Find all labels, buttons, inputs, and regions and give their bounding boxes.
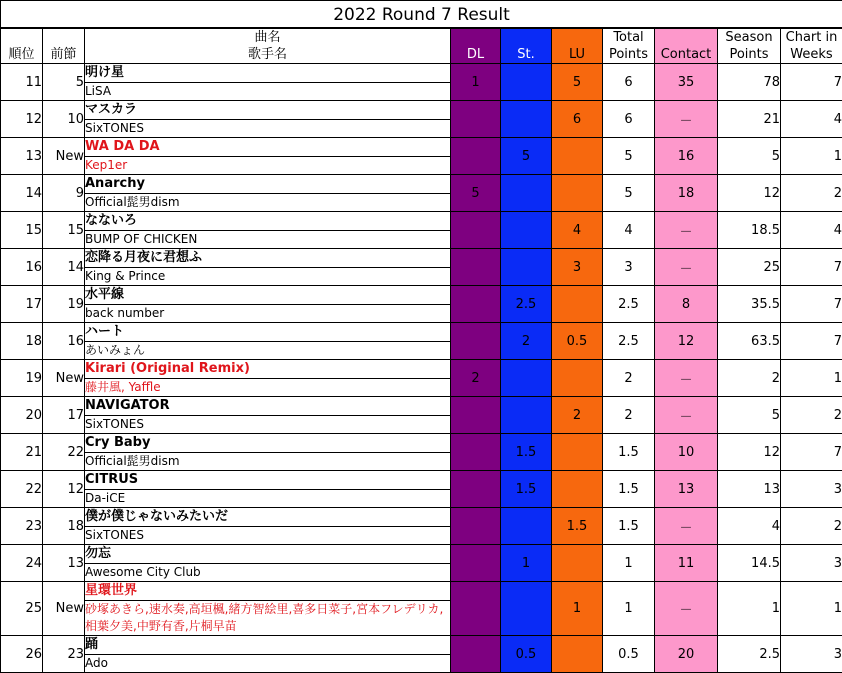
- chart-weeks-cell: 2: [781, 175, 842, 212]
- header-season-line2: Points: [718, 46, 780, 63]
- song-artist-cell: [85, 323, 451, 360]
- dl-points-cell: [451, 508, 501, 545]
- season-points-cell: 12: [718, 175, 781, 212]
- streaming-points-cell: [501, 397, 552, 434]
- song-title: CITRUS: [85, 471, 451, 490]
- table-row: [1, 434, 842, 471]
- streaming-points-cell: 5: [501, 138, 552, 175]
- artist-name: 藤井風, Yaffle: [85, 379, 450, 396]
- contact-cell: －: [655, 582, 718, 636]
- total-points-cell: 2: [603, 397, 655, 434]
- chart-weeks-cell: 7: [781, 323, 842, 360]
- contact-cell: 11: [655, 545, 718, 582]
- contact-cell: －: [655, 249, 718, 286]
- table-row: [1, 397, 842, 434]
- total-points-cell: 1: [603, 582, 655, 636]
- total-points-cell: 1: [603, 545, 655, 582]
- streaming-points-cell: [501, 175, 552, 212]
- streaming-points-cell: 1.5: [501, 434, 552, 471]
- song-title: なないろ: [85, 212, 451, 231]
- chart-weeks-cell: 7: [781, 286, 842, 323]
- season-points-cell: 2: [718, 360, 781, 397]
- season-points-cell: 35.5: [718, 286, 781, 323]
- dl-points-cell: [451, 249, 501, 286]
- chart-weeks-cell: 3: [781, 636, 842, 673]
- season-points-cell: 25: [718, 249, 781, 286]
- table-row: [1, 545, 842, 582]
- season-points-cell: 78: [718, 64, 781, 101]
- lu-points-cell: [552, 138, 603, 175]
- table-row: [1, 64, 842, 101]
- song-title: 踊: [85, 636, 451, 655]
- header-dl: DL: [451, 29, 501, 64]
- artist-name: SixTONES: [85, 527, 450, 544]
- artist-name: Kep1er: [85, 157, 450, 174]
- contact-cell: 12: [655, 323, 718, 360]
- song-title: 僕が僕じゃないみたいだ: [85, 508, 451, 527]
- header-chart-line2: Weeks: [781, 46, 842, 63]
- song-title: 星環世界: [85, 582, 451, 601]
- dl-points-cell: [451, 323, 501, 360]
- prev-rank-cell: 12: [43, 471, 85, 508]
- streaming-points-cell: [501, 582, 552, 636]
- dl-points-cell: [451, 636, 501, 673]
- streaming-points-cell: [501, 64, 552, 101]
- song-artist-cell: [85, 138, 451, 175]
- song-artist-cell: [85, 286, 451, 323]
- season-points-cell: 21: [718, 101, 781, 138]
- song-artist-cell: [85, 397, 451, 434]
- prev-rank-cell: 23: [43, 636, 85, 673]
- song-artist-cell: [85, 434, 451, 471]
- chart-weeks-cell: 7: [781, 434, 842, 471]
- dl-points-cell: [451, 397, 501, 434]
- header-total-line1: Total: [603, 29, 654, 46]
- rank-cell: 13: [1, 138, 43, 175]
- header-lu: LU: [552, 29, 603, 64]
- dl-points-cell: [451, 471, 501, 508]
- contact-cell: 10: [655, 434, 718, 471]
- artist-name: SixTONES: [85, 416, 450, 433]
- rank-cell: 23: [1, 508, 43, 545]
- song-title: Kirari (Original Remix): [85, 360, 451, 379]
- chart-weeks-cell: 1: [781, 360, 842, 397]
- prev-rank-cell: 16: [43, 323, 85, 360]
- lu-points-cell: [552, 286, 603, 323]
- total-points-cell: 1.5: [603, 471, 655, 508]
- prev-rank-cell: New: [43, 582, 85, 636]
- table-row: [1, 636, 842, 673]
- rank-cell: 12: [1, 101, 43, 138]
- contact-cell: －: [655, 397, 718, 434]
- lu-points-cell: [552, 636, 603, 673]
- chart-weeks-cell: 1: [781, 138, 842, 175]
- prev-rank-cell: 10: [43, 101, 85, 138]
- contact-cell: 20: [655, 636, 718, 673]
- chart-weeks-cell: 3: [781, 545, 842, 582]
- lu-points-cell: 2: [552, 397, 603, 434]
- total-points-cell: 6: [603, 101, 655, 138]
- rank-cell: 14: [1, 175, 43, 212]
- song-title: 勿忘: [85, 545, 451, 564]
- season-points-cell: 12: [718, 434, 781, 471]
- chart-weeks-cell: 2: [781, 508, 842, 545]
- artist-name: back number: [85, 305, 450, 322]
- chart-weeks-cell: 4: [781, 101, 842, 138]
- song-artist-cell: [85, 360, 451, 397]
- prev-rank-cell: 19: [43, 286, 85, 323]
- header-season-line1: Season: [718, 29, 780, 46]
- song-artist-cell: [85, 471, 451, 508]
- header-prev: 前節: [43, 29, 85, 64]
- chart-weeks-cell: 7: [781, 249, 842, 286]
- artist-name: Ado: [85, 655, 450, 672]
- total-points-cell: 3: [603, 249, 655, 286]
- rank-cell: 26: [1, 636, 43, 673]
- prev-rank-cell: 14: [43, 249, 85, 286]
- artist-name: BUMP OF CHICKEN: [85, 231, 450, 248]
- prev-rank-cell: 22: [43, 434, 85, 471]
- total-points-cell: 1.5: [603, 434, 655, 471]
- season-points-cell: 63.5: [718, 323, 781, 360]
- table-row: [1, 508, 842, 545]
- header-chart-weeks: [781, 29, 842, 64]
- total-points-cell: 5: [603, 175, 655, 212]
- song-artist-cell: [85, 636, 451, 673]
- song-title: ハート: [85, 323, 451, 342]
- artist-name: Awesome City Club: [85, 564, 450, 581]
- rank-cell: 18: [1, 323, 43, 360]
- contact-cell: －: [655, 212, 718, 249]
- total-points-cell: 5: [603, 138, 655, 175]
- table-row: [1, 360, 842, 397]
- artist-name: Da-iCE: [85, 490, 450, 507]
- rank-cell: 16: [1, 249, 43, 286]
- streaming-points-cell: 2.5: [501, 286, 552, 323]
- season-points-cell: 1: [718, 582, 781, 636]
- song-artist-cell: [85, 508, 451, 545]
- header-total-line2: Points: [603, 46, 654, 63]
- streaming-points-cell: 1.5: [501, 471, 552, 508]
- table-row: [1, 471, 842, 508]
- chart-weeks-cell: 1: [781, 582, 842, 636]
- rank-cell: 20: [1, 397, 43, 434]
- total-points-cell: 2: [603, 360, 655, 397]
- song-title: 恋降る月夜に君想ふ: [85, 249, 451, 268]
- dl-points-cell: 2: [451, 360, 501, 397]
- song-title: 明け星: [85, 64, 451, 83]
- header-song: 曲名: [85, 29, 450, 46]
- streaming-points-cell: [501, 508, 552, 545]
- artist-name: Official髭男dism: [85, 453, 450, 470]
- total-points-cell: 6: [603, 64, 655, 101]
- streaming-points-cell: 1: [501, 545, 552, 582]
- table-row: [1, 138, 842, 175]
- contact-cell: 18: [655, 175, 718, 212]
- table-row: [1, 582, 842, 636]
- lu-points-cell: [552, 434, 603, 471]
- dl-points-cell: 1: [451, 64, 501, 101]
- header-st: St.: [501, 29, 552, 64]
- header-contact: Contact: [655, 29, 718, 64]
- song-title: マスカラ: [85, 101, 451, 120]
- song-artist-cell: [85, 175, 451, 212]
- prev-rank-cell: 18: [43, 508, 85, 545]
- prev-rank-cell: 15: [43, 212, 85, 249]
- sheet-title: 2022 Round 7 Result: [0, 0, 842, 28]
- prev-rank-cell: New: [43, 360, 85, 397]
- streaming-points-cell: [501, 360, 552, 397]
- table-row: [1, 249, 842, 286]
- header-chart-line1: Chart in: [781, 29, 842, 46]
- rank-cell: 21: [1, 434, 43, 471]
- rank-cell: 11: [1, 64, 43, 101]
- chart-weeks-cell: 2: [781, 397, 842, 434]
- dl-points-cell: [451, 582, 501, 636]
- season-points-cell: 5: [718, 397, 781, 434]
- total-points-cell: 2.5: [603, 323, 655, 360]
- streaming-points-cell: 2: [501, 323, 552, 360]
- artist-name: 砂塚あきら,速水奏,高垣楓,緒方智絵里,喜多日菜子,宮本フレデリカ,相葉夕美,中野有香,片桐早苗: [85, 601, 450, 635]
- header-song-artist: [85, 29, 451, 64]
- header-season: [718, 29, 781, 64]
- song-artist-cell: [85, 64, 451, 101]
- header-row: [1, 29, 842, 64]
- chart-weeks-cell: 4: [781, 212, 842, 249]
- table-row: [1, 212, 842, 249]
- streaming-points-cell: 0.5: [501, 636, 552, 673]
- season-points-cell: 4: [718, 508, 781, 545]
- dl-points-cell: [451, 434, 501, 471]
- lu-points-cell: [552, 175, 603, 212]
- lu-points-cell: 3: [552, 249, 603, 286]
- song-title: 水平線: [85, 286, 451, 305]
- dl-points-cell: 5: [451, 175, 501, 212]
- streaming-points-cell: [501, 249, 552, 286]
- lu-points-cell: 6: [552, 101, 603, 138]
- season-points-cell: 18.5: [718, 212, 781, 249]
- lu-points-cell: 4: [552, 212, 603, 249]
- dl-points-cell: [451, 545, 501, 582]
- dl-points-cell: [451, 212, 501, 249]
- total-points-cell: 1.5: [603, 508, 655, 545]
- artist-name: King & Prince: [85, 268, 450, 285]
- contact-cell: －: [655, 508, 718, 545]
- results-body: [1, 64, 842, 673]
- song-title: WA DA DA: [85, 138, 451, 157]
- prev-rank-cell: New: [43, 138, 85, 175]
- lu-points-cell: [552, 360, 603, 397]
- chart-weeks-cell: 3: [781, 471, 842, 508]
- rank-cell: 22: [1, 471, 43, 508]
- season-points-cell: 2.5: [718, 636, 781, 673]
- artist-name: Official髭男dism: [85, 194, 450, 211]
- prev-rank-cell: 9: [43, 175, 85, 212]
- song-title: Anarchy: [85, 175, 451, 194]
- lu-points-cell: 1.5: [552, 508, 603, 545]
- total-points-cell: 2.5: [603, 286, 655, 323]
- artist-name: SixTONES: [85, 120, 450, 137]
- header-artist: 歌手名: [85, 46, 450, 63]
- header-total: [603, 29, 655, 64]
- rank-cell: 25: [1, 582, 43, 636]
- lu-points-cell: 1: [552, 582, 603, 636]
- rank-cell: 19: [1, 360, 43, 397]
- total-points-cell: 4: [603, 212, 655, 249]
- contact-cell: 35: [655, 64, 718, 101]
- dl-points-cell: [451, 138, 501, 175]
- dl-points-cell: [451, 286, 501, 323]
- season-points-cell: 13: [718, 471, 781, 508]
- prev-rank-cell: 13: [43, 545, 85, 582]
- song-title: Cry Baby: [85, 434, 451, 453]
- artist-name: あいみょん: [85, 342, 450, 359]
- prev-rank-cell: 5: [43, 64, 85, 101]
- lu-points-cell: [552, 545, 603, 582]
- contact-cell: 8: [655, 286, 718, 323]
- streaming-points-cell: [501, 101, 552, 138]
- song-artist-cell: [85, 101, 451, 138]
- song-artist-cell: [85, 545, 451, 582]
- dl-points-cell: [451, 101, 501, 138]
- song-title: NAVIGATOR: [85, 397, 451, 416]
- table-row: [1, 286, 842, 323]
- rank-cell: 24: [1, 545, 43, 582]
- lu-points-cell: 0.5: [552, 323, 603, 360]
- prev-rank-cell: 17: [43, 397, 85, 434]
- contact-cell: －: [655, 360, 718, 397]
- total-points-cell: 0.5: [603, 636, 655, 673]
- artist-name: LiSA: [85, 83, 450, 100]
- results-table: [0, 28, 842, 673]
- song-artist-cell: [85, 249, 451, 286]
- song-artist-cell: [85, 582, 451, 636]
- season-points-cell: 5: [718, 138, 781, 175]
- header-rank: 順位: [1, 29, 43, 64]
- contact-cell: 13: [655, 471, 718, 508]
- streaming-points-cell: [501, 212, 552, 249]
- lu-points-cell: 5: [552, 64, 603, 101]
- contact-cell: －: [655, 101, 718, 138]
- chart-weeks-cell: 7: [781, 64, 842, 101]
- table-row: [1, 175, 842, 212]
- season-points-cell: 14.5: [718, 545, 781, 582]
- lu-points-cell: [552, 471, 603, 508]
- table-row: [1, 101, 842, 138]
- rank-cell: 17: [1, 286, 43, 323]
- contact-cell: 16: [655, 138, 718, 175]
- rank-cell: 15: [1, 212, 43, 249]
- table-row: [1, 323, 842, 360]
- song-artist-cell: [85, 212, 451, 249]
